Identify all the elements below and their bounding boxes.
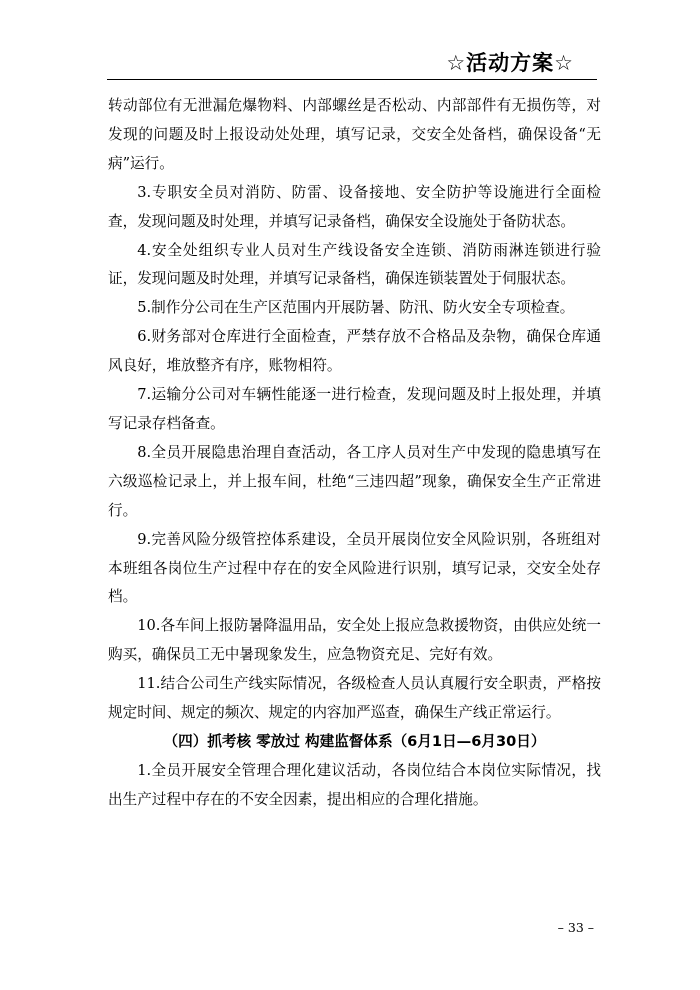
paragraph-item-5: 5.制作分公司在生产区范围内开展防暑、防汛、防火安全专项检查。 [137,299,575,317]
paragraph-item-9: 9.完善风险分级管控体系建设，全员开展岗位安全风险识别，各班组对本班组各岗位生产过程中存在的安全风险进行识别，填写记录，交安全处存档。 [108,530,601,606]
document-body [108,92,601,815]
page-header-title: ☆活动方案☆ [446,51,574,75]
section-heading: （四）抓考核 零放过 构建监督体系（6月1日—6月30日） [163,732,546,750]
paragraph-item-7: 7.运输分公司对车辆性能逐一进行检查，发现问题及时上报处理，并填写记录存档备查。 [108,386,601,432]
paragraph-item-8: 8.全员开展隐患治理自查活动，各工序人员对生产中发现的隐患填写在六级巡检记录上，并上报车间，杜绝“三违四超”现象，确保安全生产正常进行。 [108,443,601,519]
paragraph-item-10: 10.各车间上报防暑降温用品，安全处上报应急救援物资，由供应处统一购买，确保员工无中暑现象发生，应急物资充足、完好有效。 [108,617,601,664]
paragraph-continuation: 转动部位有无泄漏危爆物料、内部螺丝是否松动、内部部件有无损伤等，对发现的问题及时上报设动处处理，填写记录，交安全处备档，确保设备“无病”运行。 [108,97,601,172]
page-number: – 33 – [557,920,594,935]
section-paragraph-item-1: 1.全员开展安全管理合理化建议活动，各岗位结合本岗位实际情况，找出生产过程中存在的不安全因素，提出相应的合理化措施。 [108,761,601,808]
paragraph-item-11: 11.结合公司生产线实际情况，各级检查人员认真履行安全职责，严格按规定时间、规定的频次、规定的内容加严巡查，确保生产线正常运行。 [108,675,601,722]
paragraph-item-3: 3.专职安全员对消防、防雷、设备接地、安全防护等设施进行全面检查，发现问题及时处理，并填写记录备档，确保安全设施处于备防状态。 [108,183,601,230]
paragraph-item-4: 4.安全处组织专业人员对生产线设备安全连锁、消防雨淋连锁进行验证，发现问题及时处理，并填写记录备档，确保连锁装置处于伺服状态。 [108,241,601,288]
paragraph-item-6: 6.财务部对仓库进行全面检查，严禁存放不合格品及杂物，确保仓库通风良好，堆放整齐有序，账物相符。 [108,328,601,375]
header-divider [107,79,597,80]
